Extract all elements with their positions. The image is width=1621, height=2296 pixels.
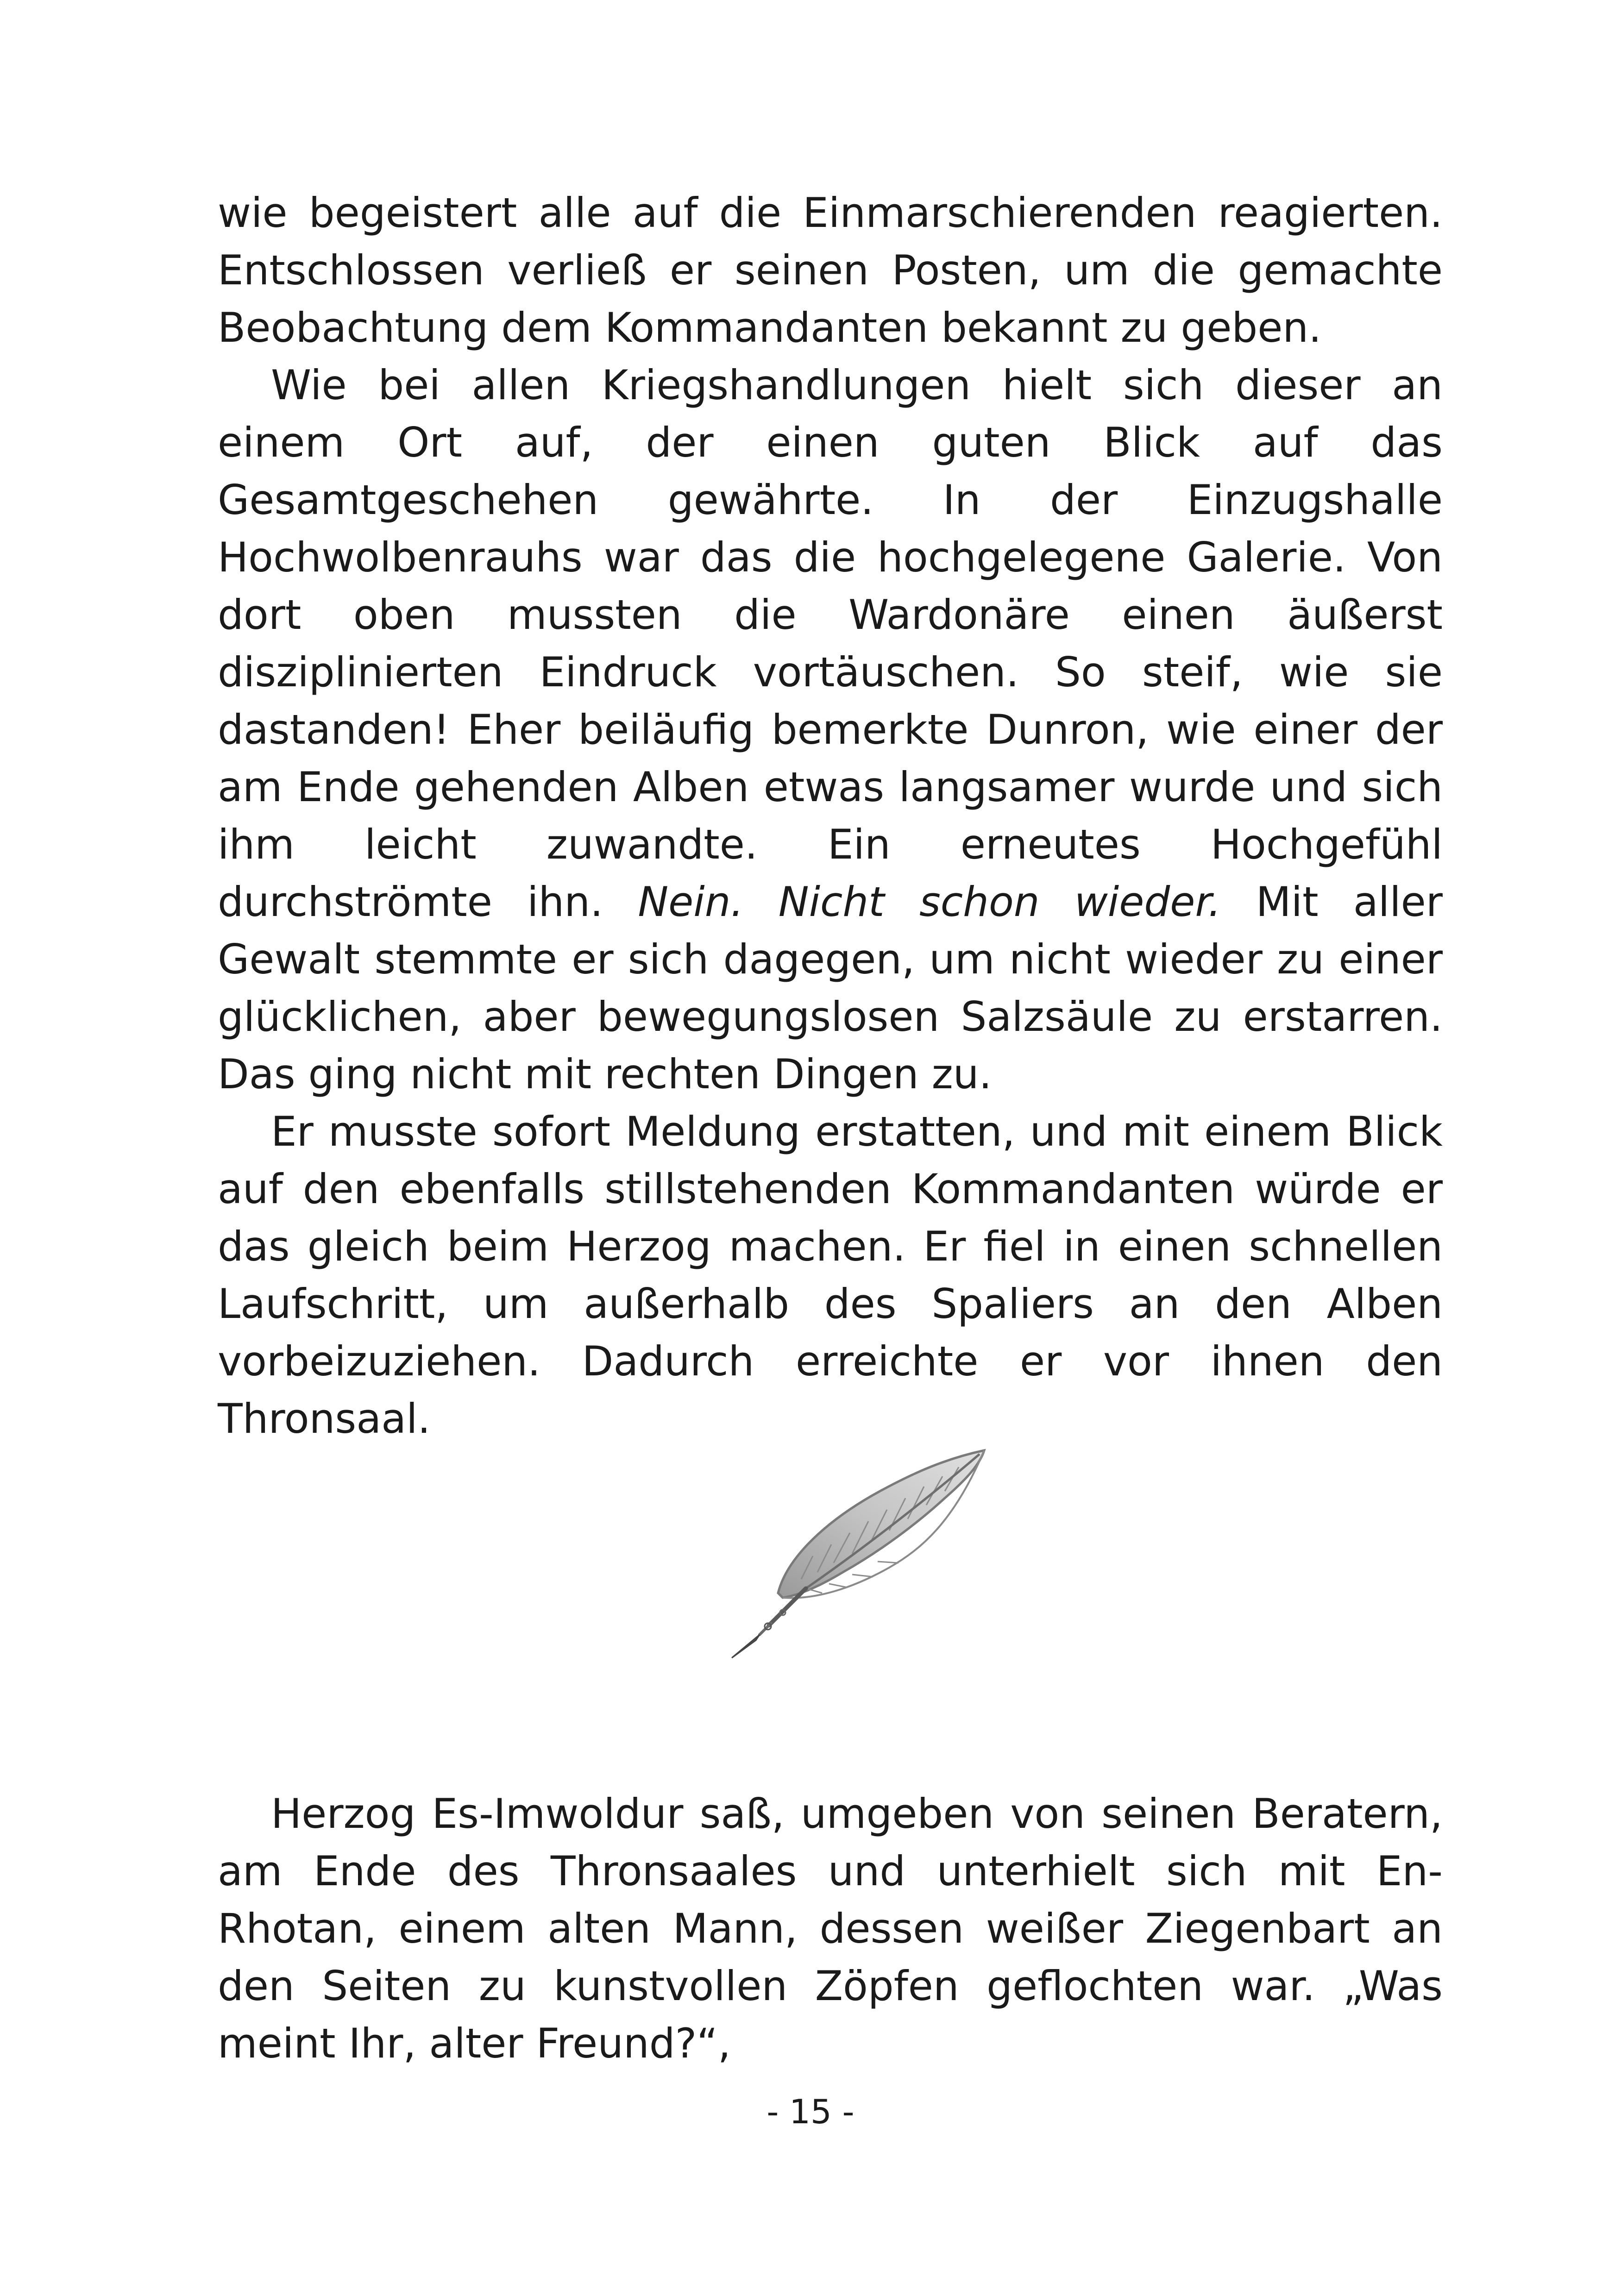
page-number: - 15 -: [767, 2092, 854, 2131]
paragraph-3: Er musste sofort Meldung erstatten, und mit einem Blick auf den ebenfalls stillstehenden Kommandanten würde er das gleich beim Herzog machen. Er fiel in einen schnellen Laufschritt, um außerhalb des Spaliers an den Alben vorbeizuziehen. Dadurch erreichte er vor ihnen den Thronsaal.: [218, 1108, 1443, 1443]
paragraph-2: [218, 357, 1443, 1103]
paragraph-2-italic-thought: Nein. Nicht schon wieder.: [638, 878, 1221, 926]
paragraph-2-start: Wie bei allen Kriegshandlungen hielt sich dieser an einem Ort auf, der einen guten Blick auf das Gesamtgeschehen gewährte. In der Einzugshalle Hochwolbenrauhs war das die hochgelegene Galerie. Von dort oben mussten die Wardonäre einen äußerst disziplinierten Eindruck vortäuschen. So steif, wie sie dastanden! Eher beiläufig bemerkte Dunron, wie einer der am Ende gehenden Alben etwas langsamer wurde und sich ihm leicht zuwandte. Ein erneutes Hochgefühl durchströmte ihn.: [218, 361, 1443, 926]
text-block-bottom: [218, 1785, 1443, 2072]
text-block-top: [218, 184, 1443, 1448]
paragraph-2-end: Mit aller Gewalt stemmte er sich dagegen, um nicht wieder zu einer glücklichen, aber bewegungslosen Salzsäule zu erstarren. Das ging nicht mit rechten Dingen zu.: [218, 878, 1443, 1098]
paragraph-4: Herzog Es-Imwoldur saß, umgeben von seinen Beratern, am Ende des Thronsaales und unterhielt sich mit En-Rhotan, einem alten Mann, dessen weißer Ziegenbart an den Seiten zu kunstvollen Zöpfen geflochten war. „Was meint Ihr, alter Freund?“,: [218, 1790, 1443, 2067]
paragraph-1: wie begeistert alle auf die Einmarschierenden reagierten. Entschlossen verließ er seinen Posten, um die gemachte Beobachtung dem Kommandanten bekannt zu geben.: [218, 189, 1443, 351]
quill-feather-icon: [713, 1440, 1000, 1672]
